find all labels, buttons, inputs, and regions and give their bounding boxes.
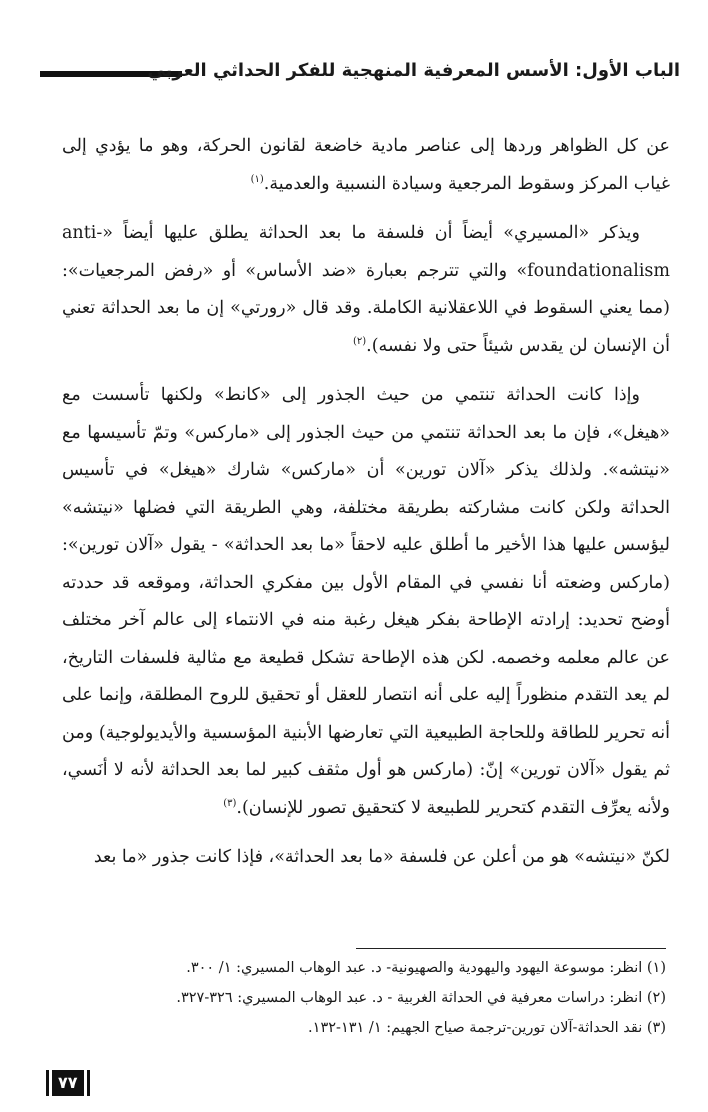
paragraph-2	[62, 215, 670, 365]
footnote-2: (٢) انظر: دراسات معرفية في الحداثة الغربية - د. عبد الوهاب المسيري: ٣٢٦-٣٢٧.	[176, 990, 666, 1006]
footnote-separator	[356, 948, 666, 949]
paragraph-text: وإذا كانت الحداثة تنتمي من حيث الجذور إلى «كانط» ولكنها تأسست مع «هيغل»، فإن ما بعد الحداثة تنتمي من حيث الجذور إلى «ماركس» وتمّ تأسيسها مع «نيتشه». ولذلك يذكر «آلان تورين» أن «ماركس» شارك «هيغل» في تأسيس الحداثة ولكن كانت مشاركته بطريقة مختلفة، وهي الطريقة التي فضلها «نيتشه» ليؤسس عليها هذا الأخير ما أطلق عليه لاحقاً «ما بعد الحداثة» - يقول «آلان تورين»: (ماركس وضعته أنا نفسي في المقام الأول بين مفكري الحداثة، وموقعه قد حددته أوضح تحديد: إرادته الإطاحة بفكر هيغل رغبة منه في الانتماء إلى عالم آخر مختلف عن عالم معلمه وخصمه. لكن هذه الإطاحة تشكل قطيعة مع مثالية فلسفات التاريخ، لم يعد التقدم منظوراً إليه على أنه انتصار للعقل أو تحقيق للروح المطلقة، وإنما على أنه تحرير للطاقة وللحاجة الطبيعية التي تعارضها الأبنية المؤسسية والأيديولوجية) ومن ثم يقول «آلان تورين» إنّ: (ماركس هو أول مثقف كبير لما بعد الحداثة لأنه لا أنَسي، ولأنه يعرِّف التقدم كتحرير للطبيعة لا كتحقيق تصور للإنسان).	[62, 385, 670, 818]
page-number-bar-right	[87, 1070, 90, 1096]
footnote-1: (١) انظر: موسوعة اليهود واليهودية والصهيونية- د. عبد الوهاب المسيري: ١/ ٣٠٠.	[186, 960, 666, 976]
footnote-ref-2[interactable]: (٢)	[352, 335, 367, 347]
body-text	[62, 128, 670, 877]
page-number-bar-left	[46, 1070, 49, 1096]
paragraph-4	[62, 839, 670, 877]
page-number-label: ٧٧	[52, 1070, 84, 1096]
footnote-3: (٣) نقد الحداثة-آلان تورين-ترجمة صياح الجهيم: ١/ ١٣١-١٣٢.	[308, 1020, 666, 1036]
footnotes	[106, 953, 666, 1043]
paragraph-3	[62, 377, 670, 827]
page-number	[46, 1070, 90, 1096]
paragraph-1	[62, 128, 670, 203]
chapter-title: الباب الأول: الأسس المعرفية المنهجية للفكر الحداثي العربي	[147, 60, 680, 81]
paragraph-text: لكنّ «نيتشه» هو من أعلن عن فلسفة «ما بعد الحداثة»، فإذا كانت جذور «ما بعد	[93, 847, 670, 867]
footnote-ref-3[interactable]: (٣)	[223, 797, 237, 809]
running-header	[40, 58, 680, 98]
paragraph-text: ويذكر «المسيري» أيضاً أن فلسفة ما بعد الحداثة يطلق عليها أيضاً «anti-foundationalism» والتي تترجم بعبارة «ضد الأساس» أو «رفض المرجعيات»: (مما يعني السقوط في اللاعقلانية الكاملة. وقد قال «رورتي» إن ما بعد الحداثة تعني أن الإنسان لن يقدس شيئاً حتى ولا نفسه).	[62, 223, 670, 356]
paragraph-text: عن كل الظواهر وردها إلى عناصر مادية خاضعة لقانون الحركة، وهو ما يؤدي إلى غياب المركز وسقوط المرجعية وسيادة النسبية والعدمية.	[62, 136, 670, 194]
footnote-ref-1[interactable]: (١)	[250, 173, 264, 185]
